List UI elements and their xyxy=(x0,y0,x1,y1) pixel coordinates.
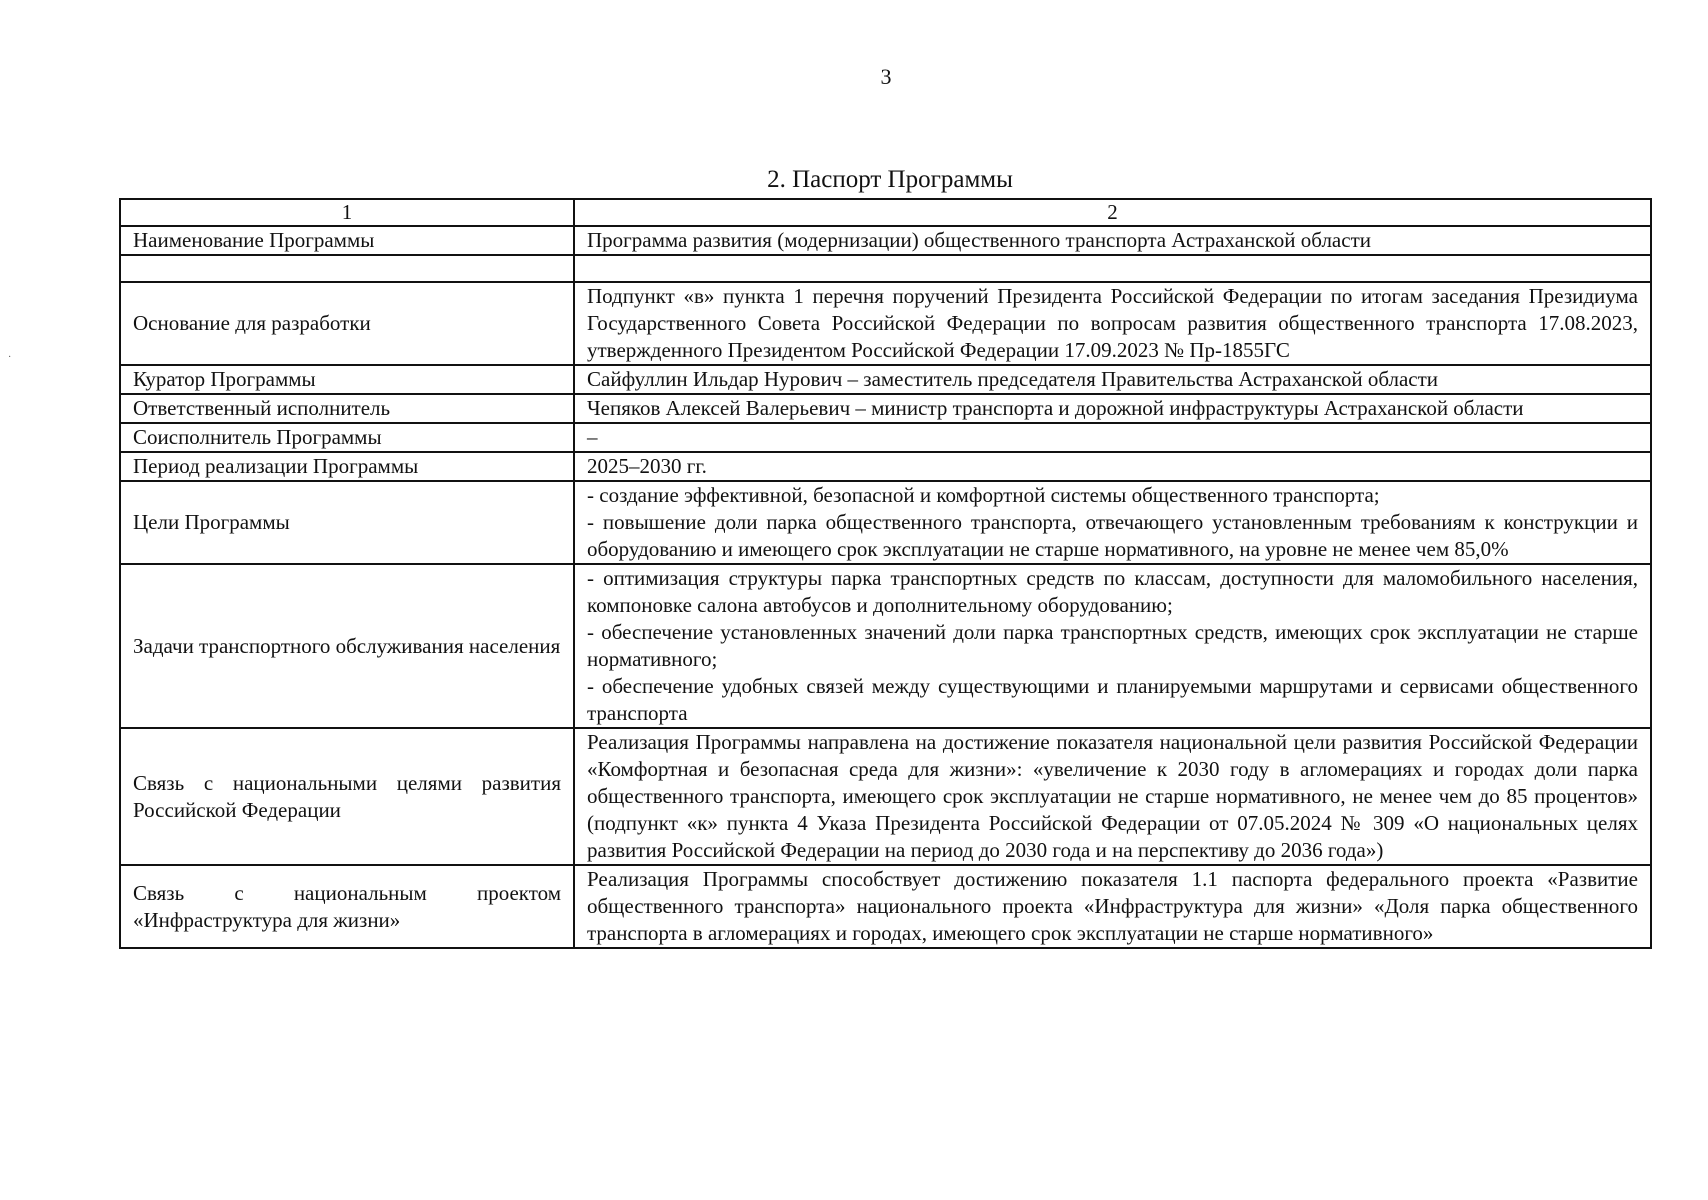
row-value xyxy=(574,481,1651,564)
row-label xyxy=(120,255,574,282)
row-value: – xyxy=(574,423,1651,452)
page-number: 3 xyxy=(880,64,892,89)
row-value: 2025–2030 гг. xyxy=(574,452,1651,481)
column-header-1: 1 xyxy=(120,199,574,226)
row-label: Куратор Программы xyxy=(120,365,574,394)
goal-item: - повышение доли парка общественного транспорта, отвечающего установленным требованиям к конструкции и оборудованию и имеющего срок эксплуатации не старше нормативного, на уровне не менее чем 85,0% xyxy=(587,510,1638,561)
task-item: - обеспечение установленных значений доли парка транспортных средств, имеющих срок эксплуатации не старше нормативного; xyxy=(587,620,1638,671)
table-row-responsible-executor xyxy=(120,394,1651,423)
row-label: Цели Программы xyxy=(120,481,574,564)
row-label: Связь с национальным проектом «Инфраструктура для жизни» xyxy=(120,865,574,948)
program-passport-table xyxy=(119,198,1652,949)
row-label: Соисполнитель Программы xyxy=(120,423,574,452)
table-row-goals xyxy=(120,481,1651,564)
column-header-2: 2 xyxy=(574,199,1651,226)
row-value xyxy=(574,564,1651,728)
task-item: - оптимизация структуры парка транспортных средств по классам, доступности для маломобильного населения, компоновке салона автобусов и дополнительному оборудованию; xyxy=(587,566,1638,617)
table-row-empty xyxy=(120,255,1651,282)
row-label: Наименование Программы xyxy=(120,226,574,255)
table-row-national-goals xyxy=(120,728,1651,865)
table-row-curator xyxy=(120,365,1651,394)
row-value: Подпункт «в» пункта 1 перечня поручений Президента Российской Федерации по итогам заседания Президиума Государственного Совета Российской Федерации по вопросам развития общественного транспорта 17.08.2023, утвержденного Президентом Российской Федерации 17.09.2023 № Пр-1855ГС xyxy=(574,282,1651,365)
row-value: Реализация Программы способствует достижению показателя 1.1 паспорта федерального проекта «Развитие общественного транспорта» национального проекта «Инфраструктура для жизни» «Доля парка общественного транспорта в агломерациях и городах, имеющего срок эксплуатации не старше нормативного» xyxy=(574,865,1651,948)
row-label: Ответственный исполнитель xyxy=(120,394,574,423)
row-value xyxy=(574,255,1651,282)
row-label: Связь с национальными целями развития Российской Федерации xyxy=(120,728,574,865)
goal-item: - создание эффективной, безопасной и комфортной системы общественного транспорта; xyxy=(587,483,1380,507)
table-row-basis xyxy=(120,282,1651,365)
row-label: Задачи транспортного обслуживания населения xyxy=(120,564,574,728)
row-value: Чепяков Алексей Валерьевич – министр транспорта и дорожной инфраструктуры Астраханской области xyxy=(574,394,1651,423)
table-row-period xyxy=(120,452,1651,481)
row-value: Реализация Программы направлена на достижение показателя национальной цели развития Российской Федерации «Комфортная и безопасная среда для жизни»: «увеличение к 2030 году в агломерациях и городах доли парка общественного транспорта, имеющего срок эксплуатации не старше нормативного, не менее чем до 85 процентов» (подпункт «к» пункта 4 Указа Президента Российской Федерации от 07.05.2024 № 309 «О национальных целях развития Российской Федерации на период до 2030 года и на перспективу до 2036 года») xyxy=(574,728,1651,865)
table-row-national-project xyxy=(120,865,1651,948)
table-row-co-executor xyxy=(120,423,1651,452)
table-row-program-name xyxy=(120,226,1651,255)
row-label: Период реализации Программы xyxy=(120,452,574,481)
table-header-row xyxy=(120,199,1651,226)
row-value: Сайфуллин Ильдар Нурович – заместитель председателя Правительства Астраханской области xyxy=(574,365,1651,394)
row-label: Основание для разработки xyxy=(120,282,574,365)
scan-speck: · xyxy=(8,352,12,363)
page-title: 2. Паспорт Программы xyxy=(767,166,1013,193)
task-item: - обеспечение удобных связей между существующими и планируемыми маршрутами и сервисами общественного транспорта xyxy=(587,674,1638,725)
table-row-tasks xyxy=(120,564,1651,728)
row-value: Программа развития (модернизации) общественного транспорта Астраханской области xyxy=(574,226,1651,255)
